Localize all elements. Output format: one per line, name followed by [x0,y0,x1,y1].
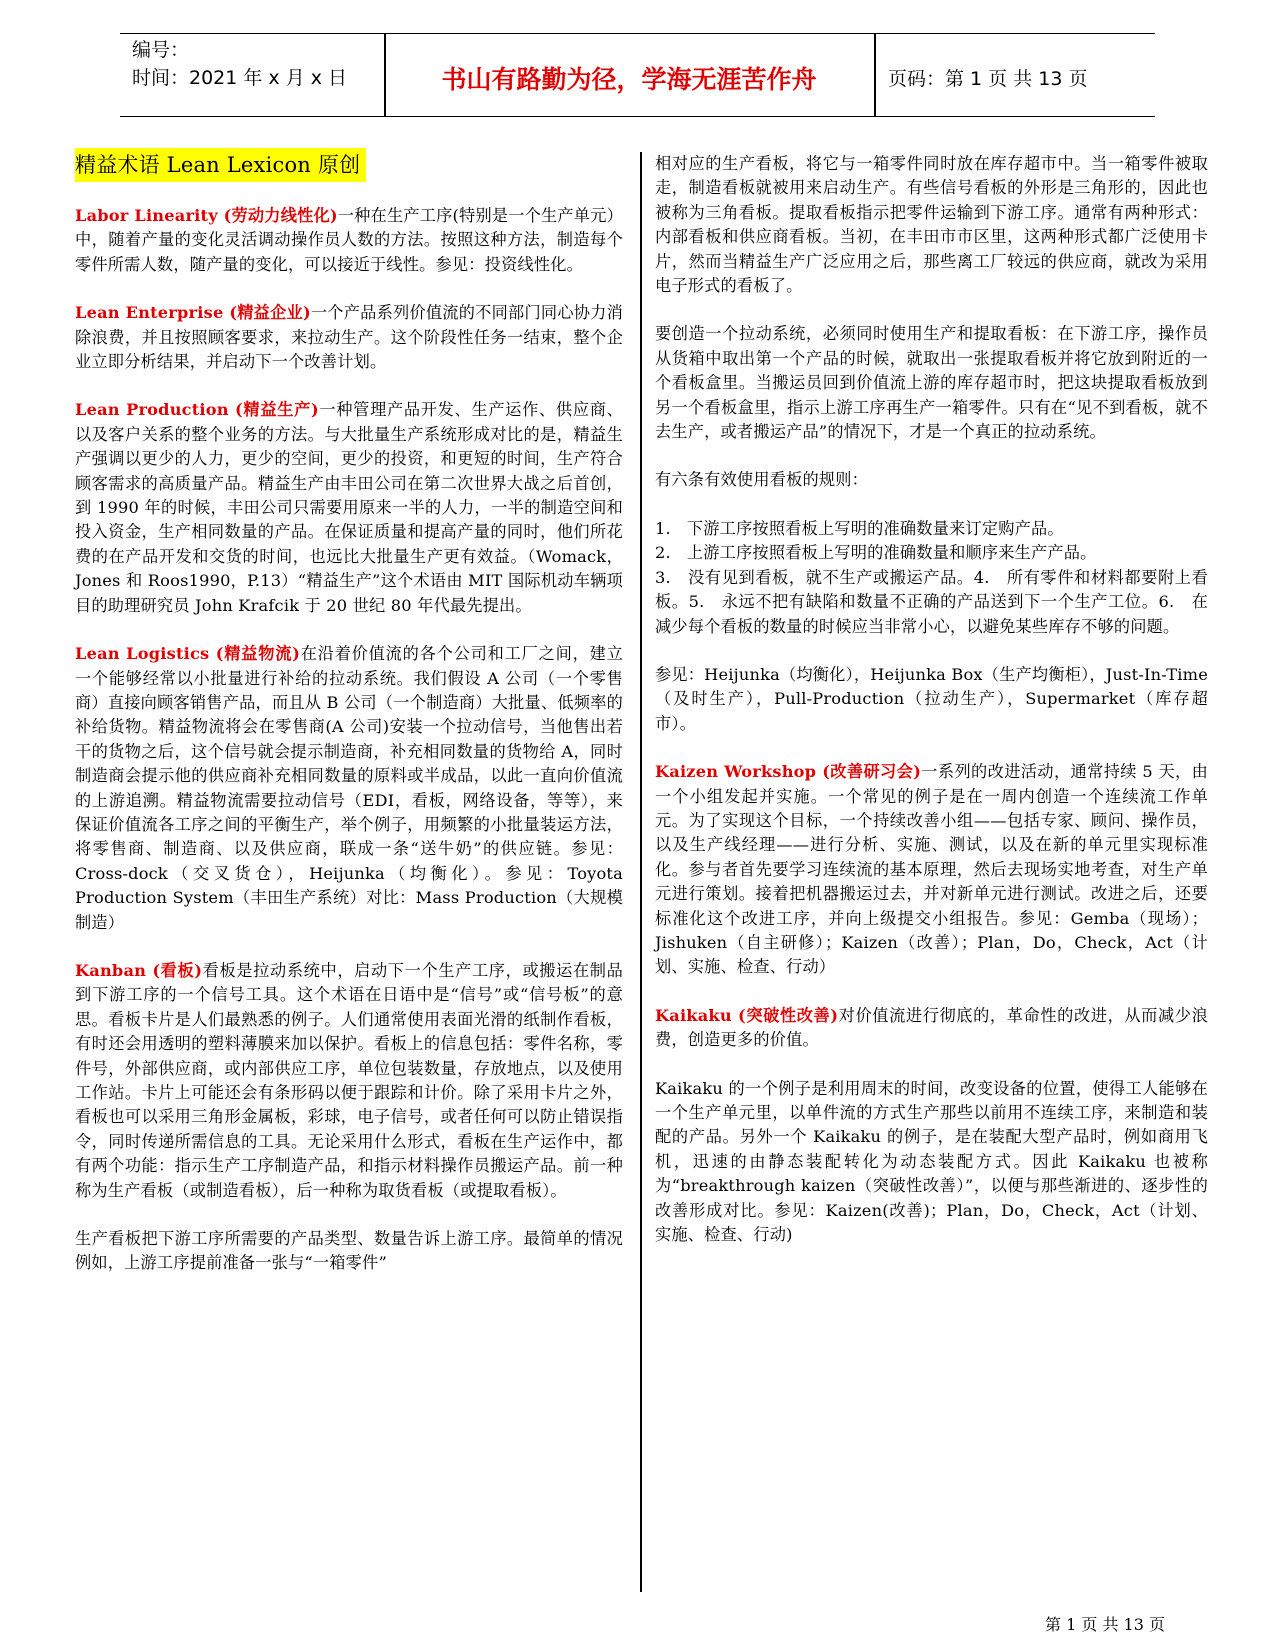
header-divider [874,34,876,116]
left-column [75,148,623,1276]
term-heading: Lean Production (精益生产) [75,400,319,420]
kanban-see-also: 参见：Heijunka（均衡化），Heijunka Box（生产均衡柜），Just-In-Time（及时生产），Pull-Production（拉动生产），Supermarket（库存超市）。 [655,664,1208,733]
term-definition: 一种管理产品开发、生产运作、供应商、以及客户关系的整个业务的方法。与大批量生产系统形成对比的是，精益生产强调以更少的人力，更少的空间，更少的投资，和更短的时间，生产符合顾客需求的高质量产品。精益生产由丰田公司在第二次世界大战之后首创，到 1990 年的时候，丰田公司只需要用原来一半的人力，一半的制造空间和投入资金，生产相同数量的产品。在保证质量和提高产量的同时，他们所花费的在产品开发和交货的时间，也远比大批量生产更有效益。（Womack，Jones 和 Roos1990，P.13）“精益生产”这个术语由 MIT 国际机动车辆项目的助理研究员 John Krafcik 于 20 世纪 80 年代最先提出。 [75,400,623,615]
term-definition: 一个产品系列价值流的不同部门同心协力消除浪费，并且按照顾客要求，来拉动生产。这个阶段性任务一结束，整个企业立即分析结果，并启动下一个改善计划。 [75,303,623,372]
term-definition: 对价值流进行彻底的，革命性的改进，从而减少浪费，创造更多的价值。 [655,1005,1208,1050]
entry-lean-logistics [75,642,623,935]
document-number-label: 编号： [132,39,190,61]
entry-kaikaku [655,1004,1208,1053]
pull-system-paragraph: 要创造一个拉动系统，必须同时使用生产和提取看板：在下游工序，操作员从货箱中取出第一个产品的时候，就取出一张提取看板并将它放到附近的一个看板盒里。当搬运员回到价值流上游的库存超市时，把这块提取看板放到另一个看板盒里，指示上游工序再生产一箱零件。只有在“见不到看板，就不去生产，或者搬运产品”的情况下，才是一个真正的拉动系统。 [655,324,1208,442]
rule-item: 2. 上游工序按照看板上写明的准确数量和顺序来生产产品。 [655,543,1097,563]
kaikaku-example-paragraph: Kaikaku 的一个例子是利用周末的时间，改变设备的位置，使得工人能够在一个生产单元里，以单件流的方式生产那些以前用不连续工序，来制造和装配的产品。另外一个 Kaikaku 的例子，是在装配大型产品时，例如商用飞机，迅速的由静态装配转化为动态装配方式。因此 Kaikaku 也被称为“breakthrough kaizen（突破性改善）”，以便与那些渐进的、逐步性的改善形成对比。参见：Kaizen(改善)；Plan，Do，Check，Act（计划、实施、检查、行动) [655,1078,1208,1245]
term-definition: 在沿着价值流的各个公司和工厂之间，建立一个能够经常以小批量进行补给的拉动系统。我们假设 A 公司（一个零售商）直接向顾客销售产品，而且从 B 公司（一个制造商）大批量、低频率的补给货物。精益物流将会在零售商(A 公司)安装一个拉动信号，当他售出若干的货物之后，这个信号就会提示制造商，补充相同数量的货物给 A，同时制造商会提示他的供应商补充相同数量的原料或半成品，以此一直向价值流的上游追溯。精益物流需要拉动信号（EDI，看板，网络设备，等等），来保证价值流各工序之间的平衡生产，举个例子，用频繁的小批量装运方法，将零售商、制造商、以及供应商，联成一条“送牛奶”的供应链。参见：Cross-dock（交叉货仓），Heijunka（均衡化）。参见：Toyota Production System（丰田生产系统）对比：Mass Production（大规模制造） [75,644,623,932]
footer-page-number: 第 1 页 共 13 页 [1045,1615,1165,1634]
header-page-number: 页码：第 1 页 共 13 页 [888,68,1088,90]
term-heading: Kaizen Workshop (改善研习会) [655,762,922,782]
rules-intro: 有六条有效使用看板的规则： [655,470,869,490]
column-divider [640,152,642,1592]
entry-lean-production [75,398,623,618]
term-heading: Kaikaku (突破性改善) [655,1005,839,1025]
document-time: 时间：2021 年 x 月 x 日 [132,67,348,89]
entry-labor-linearity [75,204,623,277]
entry-lean-enterprise [75,301,623,374]
rule-item: 3. 没有见到看板，就不生产或搬运产品。4. 所有零件和材料都要附上看板。5. 永远不把有缺陷和数量不正确的产品送到下一个生产工位。6. 在减少每个看板的数量的时候应当非常小心，以避免某些库存不够的问题。 [655,567,1208,636]
rule-item: 1. 下游工序按照看板上写明的准确数量来订定购产品。 [655,518,1064,538]
kanban-paragraph: 生产看板把下游工序所需要的产品类型、数量告诉上游工序。最简单的情况例如，上游工序提前准备一张与“一箱零件” [75,1229,623,1273]
page-header [120,33,1155,117]
term-heading: Kanban (看板) [75,960,203,980]
term-definition: 一系列的改进活动，通常持续 5 天，由一个小组发起并实施。一个常见的例子是在一周内创造一个连续流工作单元。为了实现这个目标，一个持续改善小组——包括专家、顾问、操作员，以及生产线经理——进行分析、实施、测试，以及在新的单元里实现标准化。参与者首先要学习连续流的基本原理，然后去现场实地考查，对生产单元进行策划。接着把机器搬运过去，并对新单元进行测试。改进之后，还要标准化这个改进工序，并向上级提交小组报告。参见：Gemba（现场）；Jishuken（自主研修）；Kaizen（改善）；Plan，Do，Check，Act（计划、实施、检查、行动） [655,762,1209,977]
term-definition: 看板是拉动系统中，启动下一个生产工序，或搬运在制品到下游工序的一个信号工具。这个术语在日语中是“信号”或“信号板”的意思。看板卡片是人们最熟悉的例子。人们通常使用表面光滑的纸制作看板，有时还会用透明的塑料薄膜来加以保护。看板上的信息包括：零件名称，零件号，外部供应商，或内部供应工序，单位包装数量，存放地点，以及使用工作站。卡片上可能还会有条形码以便于跟踪和计价。除了采用卡片之外，看板也可以采用三角形金属板，彩球，电子信号，或者任何可以防止错误指令，同时传递所需信息的工具。无论采用什么形式，看板在生产运作中，都有两个功能：指示生产工序制造产品，和指示材料操作员搬运产品。前一种称为生产看板（或制造看板），后一种称为取货看板（或提取看板）。 [75,960,624,1200]
term-heading: Lean Logistics (精益物流) [75,644,301,664]
right-column [655,152,1208,1271]
document-title: 精益术语 Lean Lexicon 原创 [75,148,366,182]
kanban-rules-list [655,517,1208,639]
header-motto: 书山有路勤为径，学海无涯苦作舟 [441,65,817,94]
entry-kanban [75,959,623,1203]
term-definition: 一种在生产工序(特别是一个生产单元）中，随着产量的变化灵活调动操作员人数的方法。按照这种方法，制造每个零件所需人数，随产量的变化，可以接近于线性。参见：投资线性化。 [75,206,623,274]
term-heading: Lean Enterprise (精益企业) [75,303,311,323]
kanban-paragraph: 相对应的生产看板，将它与一箱零件同时放在库存超市中。当一箱零件被取走，制造看板就被用来启动生产。有些信号看板的外形是三角形的，因此也被称为三角看板。提取看板指示把零件运输到下游工序。通常有两种形式：内部看板和供应商看板。当初，在丰田市市区里，这两种形式都广泛使用卡片，然而当精益生产广泛应用之后，那些离工厂较远的供应商，就改为采用电子形式的看板了。 [655,154,1208,296]
entry-kaizen-workshop [655,760,1208,980]
term-heading: Labor Linearity (劳动力线性化) [75,206,338,225]
header-meta [132,36,347,92]
